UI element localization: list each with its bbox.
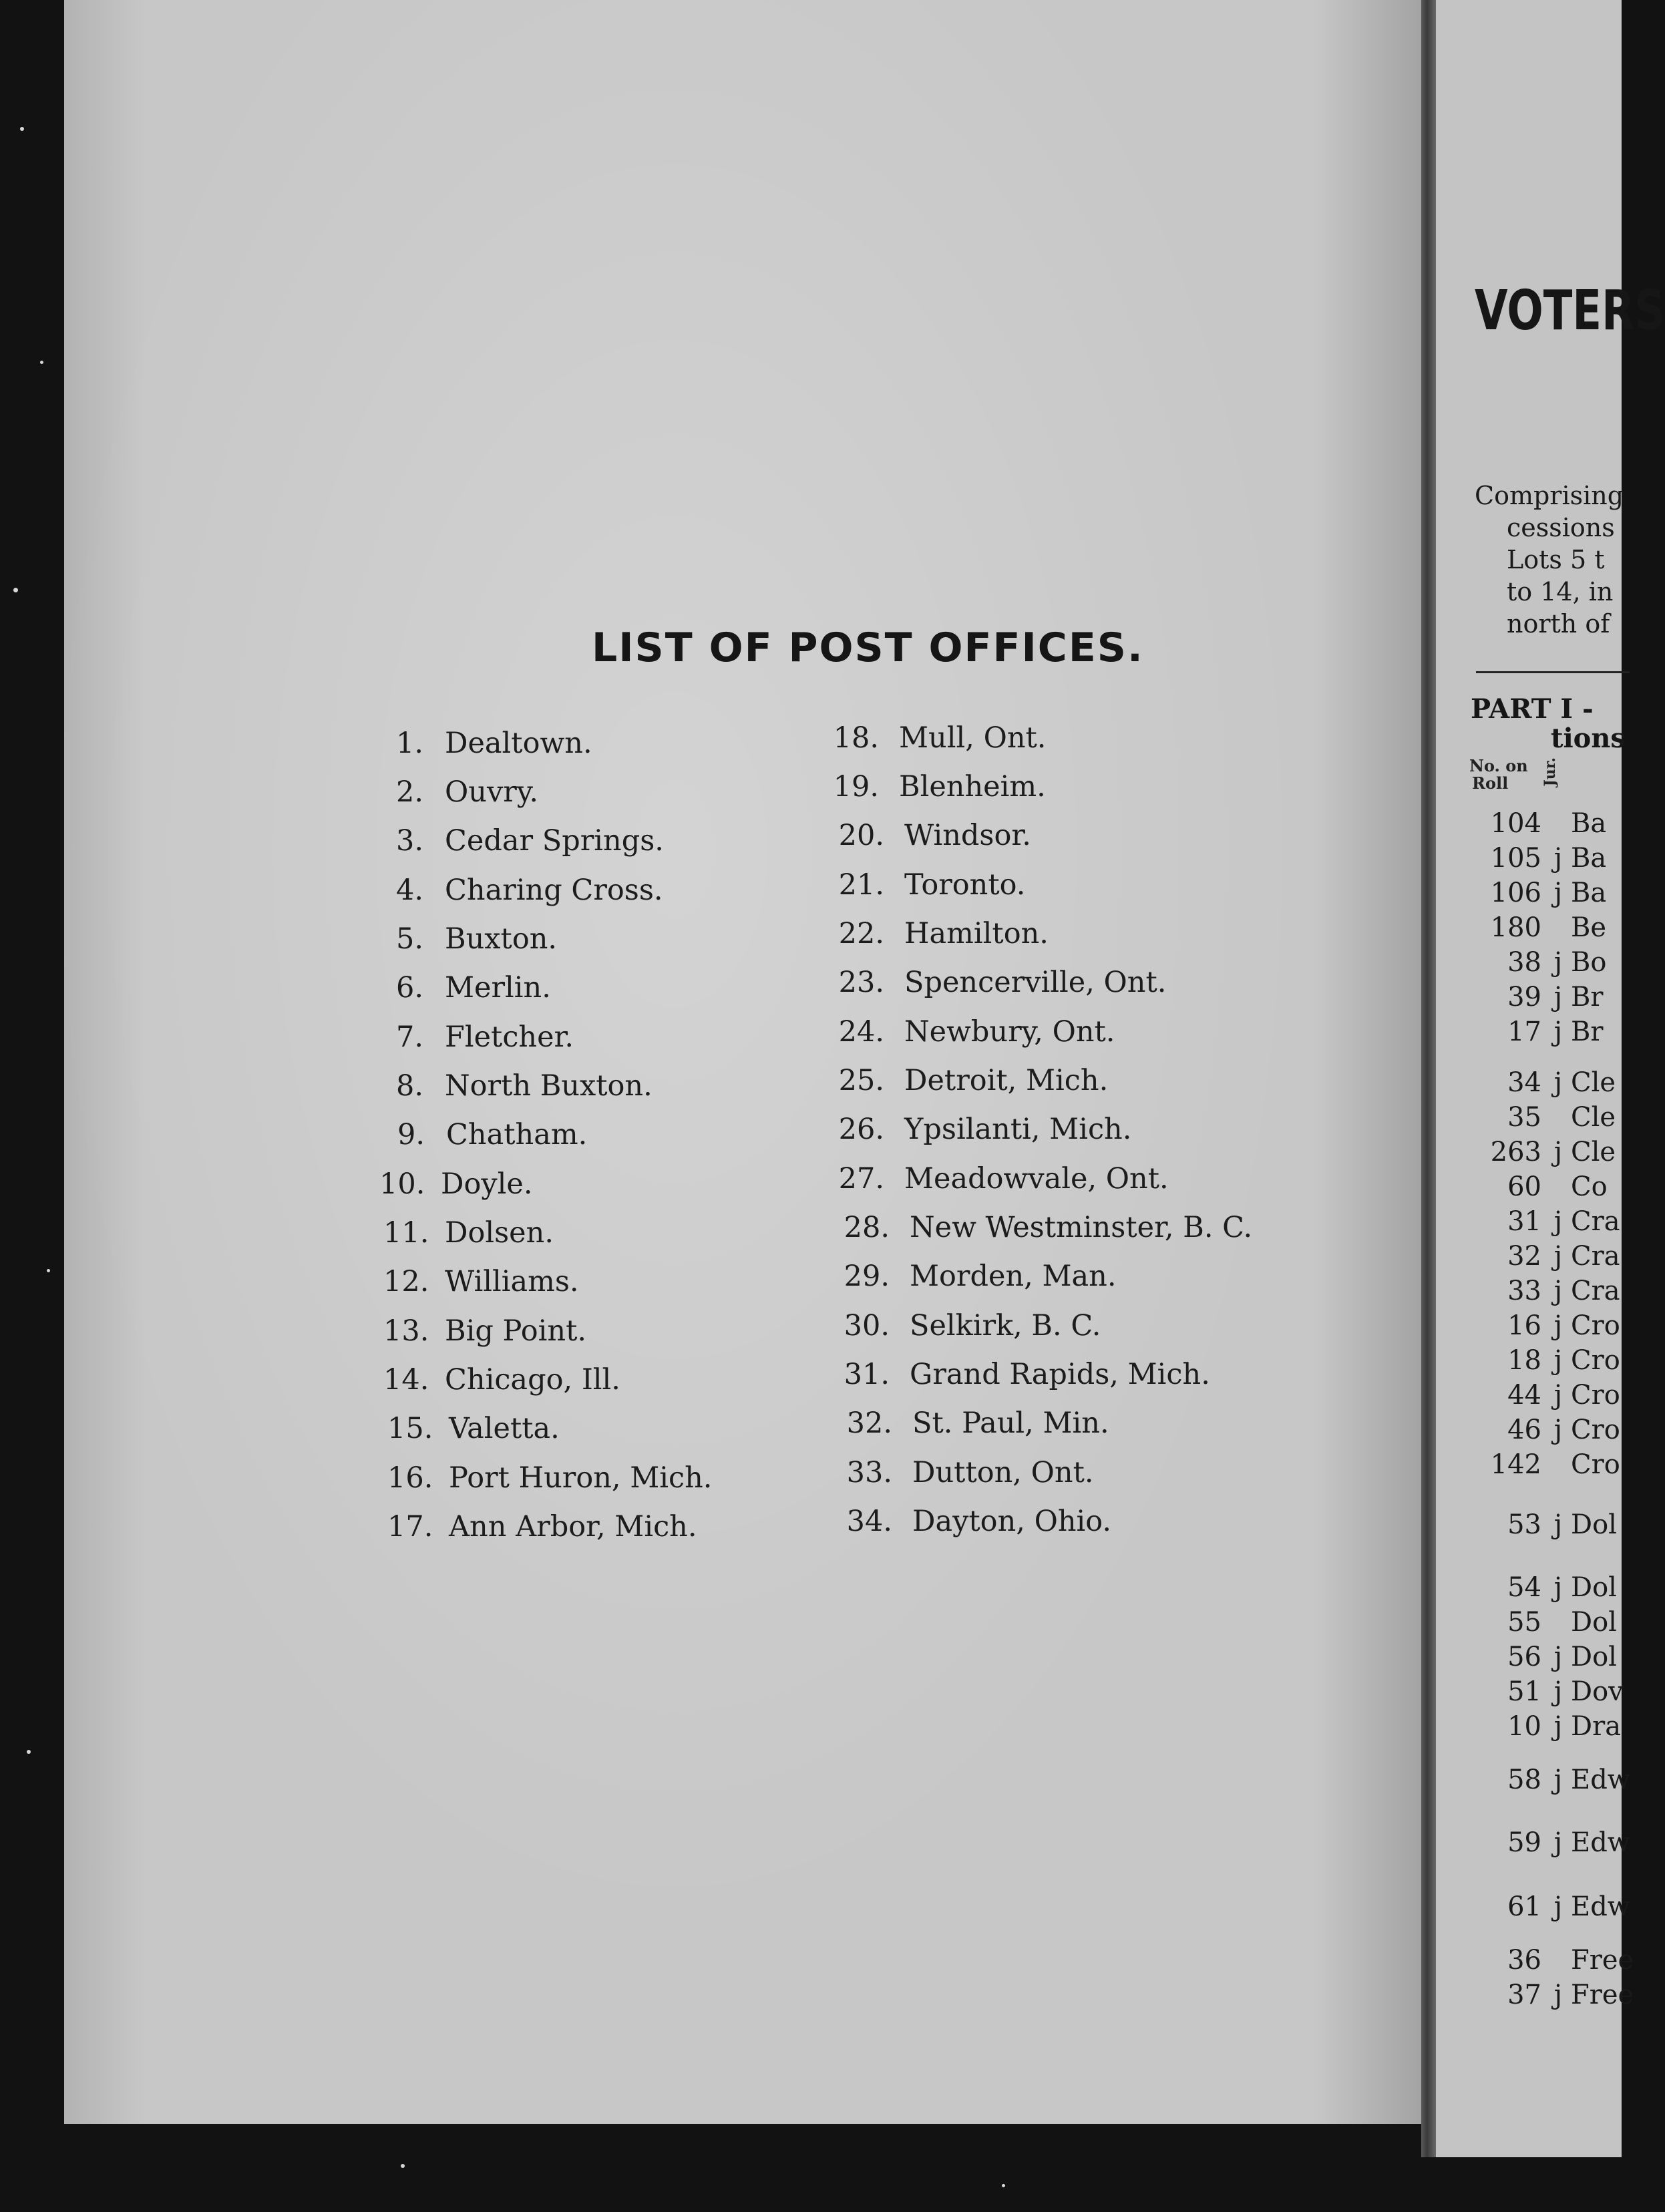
voter-name-fragment: Dra [1571,1711,1622,1742]
voter-name-fragment: Cro [1571,1345,1620,1376]
roll-number: 33 [1507,1276,1541,1306]
roll-number: 39 [1507,982,1541,1012]
entry-number: 25. [838,1064,884,1097]
entry-number: 2. [395,775,423,809]
roll-number: 38 [1507,947,1541,978]
roll-number: 17 [1507,1017,1541,1047]
voter-name-fragment: Cra [1571,1276,1620,1306]
entry-number: 20. [838,819,884,852]
part-heading-continuation: tions [1551,723,1626,754]
roll-number: 53 [1507,1509,1541,1540]
entry-number: 30. [844,1309,890,1342]
juror-mark: j [1553,982,1563,1012]
roll-number: 142 [1490,1449,1541,1480]
roll-number: 180 [1490,912,1541,943]
roll-number: 35 [1507,1102,1541,1133]
juror-mark: j [1553,1206,1563,1237]
post-office-name: Chatham. [446,1118,588,1151]
post-office-name: Dutton, Ont. [912,1456,1094,1489]
entry-number: 11. [383,1216,429,1250]
column-header-no-on: No. on [1469,756,1528,775]
entry-number: 29. [844,1260,890,1293]
juror-mark: j [1553,1067,1563,1098]
entry-number: 5. [395,922,423,956]
film-speck [40,361,43,364]
voter-name-fragment: Cle [1571,1102,1616,1133]
voter-name-fragment: Dol [1571,1509,1617,1540]
voters-list-title: VOTERS [1475,279,1665,343]
post-office-name: Big Point. [445,1314,587,1348]
juror-mark: j [1553,947,1563,978]
post-office-name: Valetta. [449,1412,560,1445]
roll-number: 34 [1507,1067,1541,1098]
post-office-name: Mull, Ont. [899,721,1047,755]
entry-number: 12. [383,1265,429,1298]
post-office-name: Doyle. [441,1167,533,1201]
entry-number: 1. [395,727,423,760]
post-office-name: Charing Cross. [445,874,663,907]
voter-name-fragment: Cle [1571,1137,1616,1167]
entry-number: 7. [395,1021,423,1054]
entry-number: 10. [379,1167,425,1201]
entry-number: 26. [838,1113,884,1146]
roll-number: 32 [1507,1241,1541,1272]
post-office-name: Dayton, Ohio. [912,1505,1112,1538]
post-office-name: Chicago, Ill. [445,1363,620,1397]
entry-number: 19. [833,770,879,803]
entry-number: 32. [846,1407,892,1440]
post-office-name: Blenheim. [899,770,1046,803]
entry-number: 18. [833,721,879,755]
voter-name-fragment: Cro [1571,1380,1620,1411]
voter-name-fragment: Cro [1571,1310,1620,1341]
voter-name-fragment: Cra [1571,1241,1620,1272]
voter-name-fragment: Edw [1571,1827,1631,1858]
column-header-roll: Roll [1472,773,1509,793]
entry-number: 27. [838,1162,884,1195]
post-office-name: Fletcher. [445,1021,574,1054]
juror-mark: j [1553,1765,1563,1795]
roll-number: 60 [1507,1171,1541,1202]
film-speck [13,588,18,592]
entry-number: 6. [395,971,423,1004]
description-line: cessions [1507,513,1615,542]
roll-number: 44 [1507,1380,1541,1411]
post-office-name: Toronto. [904,868,1026,902]
juror-mark: j [1553,1891,1563,1922]
roll-number: 51 [1507,1676,1541,1707]
roll-number: 55 [1507,1607,1541,1638]
roll-number: 46 [1507,1415,1541,1445]
juror-mark: j [1553,1241,1563,1272]
entry-number: 31. [844,1358,890,1391]
voter-name-fragment: Be [1571,912,1607,943]
voter-name-fragment: Edw [1571,1891,1631,1922]
voter-name-fragment: Br [1571,982,1604,1012]
entry-number: 14. [383,1363,429,1397]
post-office-name: Buxton. [445,922,558,956]
entry-number: 24. [838,1015,884,1049]
post-office-name: St. Paul, Min. [912,1407,1109,1440]
juror-mark: j [1553,1980,1563,2010]
description-line: Lots 5 t [1507,545,1605,574]
entry-number: 33. [846,1456,892,1489]
part-heading-line: PART I - [1471,693,1594,725]
roll-number: 37 [1507,1980,1541,2010]
roll-number: 56 [1507,1642,1541,1672]
post-office-name: Cedar Springs. [445,824,664,858]
roll-number: 263 [1490,1137,1541,1167]
entry-number: 4. [395,874,423,907]
voter-name-fragment: Ba [1571,878,1607,908]
roll-number: 10 [1507,1711,1541,1742]
post-office-name: Meadowvale, Ont. [904,1162,1169,1195]
roll-number: 31 [1507,1206,1541,1237]
entry-number: 13. [383,1314,429,1348]
voter-name-fragment: Br [1571,1017,1604,1047]
juror-mark: j [1553,1676,1563,1707]
entry-number: 8. [395,1069,423,1103]
post-office-name: Merlin. [445,971,551,1004]
voter-name-fragment: Free [1571,1945,1634,1976]
voter-name-fragment: Dol [1571,1572,1617,1603]
right-page [1436,0,1665,2157]
post-office-name: New Westminster, B. C. [910,1211,1253,1244]
post-office-name: Morden, Man. [910,1260,1117,1293]
film-speck [27,1750,31,1754]
film-speck [401,2164,405,2168]
juror-mark: j [1553,1572,1563,1603]
juror-mark: j [1553,1711,1563,1742]
juror-mark: j [1553,1827,1563,1858]
entry-number: 17. [387,1510,433,1543]
roll-number: 59 [1507,1827,1541,1858]
juror-mark: j [1553,1137,1563,1167]
left-page [64,0,1421,2124]
post-office-name: Ann Arbor, Mich. [449,1510,697,1543]
voter-name-fragment: Dov [1571,1676,1624,1707]
post-office-name: Newbury, Ont. [904,1015,1115,1049]
voter-name-fragment: Cro [1571,1449,1620,1480]
entry-number: 16. [387,1461,433,1495]
entry-number: 15. [387,1412,433,1445]
entry-number: 22. [838,917,884,950]
voter-name-fragment: Cro [1571,1415,1620,1445]
roll-number: 18 [1507,1345,1541,1376]
roll-number: 16 [1507,1310,1541,1341]
voter-name-fragment: Ba [1571,843,1607,874]
film-speck [1002,2184,1005,2187]
entry-number: 28. [844,1211,890,1244]
film-speck [47,1269,50,1272]
voter-name-fragment: Co [1571,1171,1608,1202]
post-office-name: Dealtown. [445,727,592,760]
roll-number: 104 [1490,808,1541,839]
post-office-name: Hamilton. [904,917,1049,950]
voters-list-description [1475,480,1624,640]
entry-number: 9. [397,1118,425,1151]
post-office-name: Detroit, Mich. [904,1064,1109,1097]
juror-mark: j [1553,1642,1563,1672]
column-header-jur: Jur. [1541,757,1559,787]
post-office-name: Port Huron, Mich. [449,1461,713,1495]
juror-mark: j [1553,1415,1563,1445]
entry-number: 23. [838,966,884,999]
voter-name-fragment: Cle [1571,1067,1616,1098]
juror-mark: j [1553,878,1563,908]
voter-name-fragment: Dol [1571,1607,1617,1638]
column-header [1469,756,1559,793]
roll-number: 105 [1490,843,1541,874]
roll-number: 106 [1490,878,1541,908]
voter-name-fragment: Edw [1571,1765,1631,1795]
section-rule [1476,671,1630,673]
post-office-name: Williams. [445,1265,579,1298]
voter-name-fragment: Bo [1571,947,1607,978]
voter-name-fragment: Dol [1571,1642,1617,1672]
entry-number: 21. [838,868,884,902]
juror-mark: j [1553,843,1563,874]
description-line: north of [1507,609,1610,638]
post-office-name: Ouvry. [445,775,539,809]
post-office-name: Windsor. [904,819,1031,852]
entry-number: 3. [395,824,423,858]
voter-name-fragment: Ba [1571,808,1607,839]
post-office-name: Ypsilanti, Mich. [904,1113,1132,1146]
roll-number: 36 [1507,1945,1541,1976]
description-line: to 14, in [1507,577,1614,606]
page-title: LIST OF POST OFFICES. [592,624,1144,671]
juror-mark: j [1553,1380,1563,1411]
voter-name-fragment: Free [1571,1980,1634,2010]
roll-number: 61 [1507,1891,1541,1922]
entry-number: 34. [846,1505,892,1538]
post-office-name: Spencerville, Ont. [904,966,1167,999]
post-office-name: Selkirk, B. C. [910,1309,1101,1342]
juror-mark: j [1553,1345,1563,1376]
post-office-name: Dolsen. [445,1216,554,1250]
post-office-name: North Buxton. [445,1069,653,1103]
juror-mark: j [1553,1509,1563,1540]
page-gutter [1421,0,1436,2157]
part-heading [1471,695,1626,753]
post-office-name: Grand Rapids, Mich. [910,1358,1210,1391]
voter-name-fragment: Cra [1571,1206,1620,1237]
roll-number: 54 [1507,1572,1541,1603]
juror-mark: j [1553,1310,1563,1341]
description-line: Comprising [1475,481,1624,510]
juror-mark: j [1553,1017,1563,1047]
film-speck [20,127,24,131]
juror-mark: j [1553,1276,1563,1306]
roll-number: 58 [1507,1765,1541,1795]
